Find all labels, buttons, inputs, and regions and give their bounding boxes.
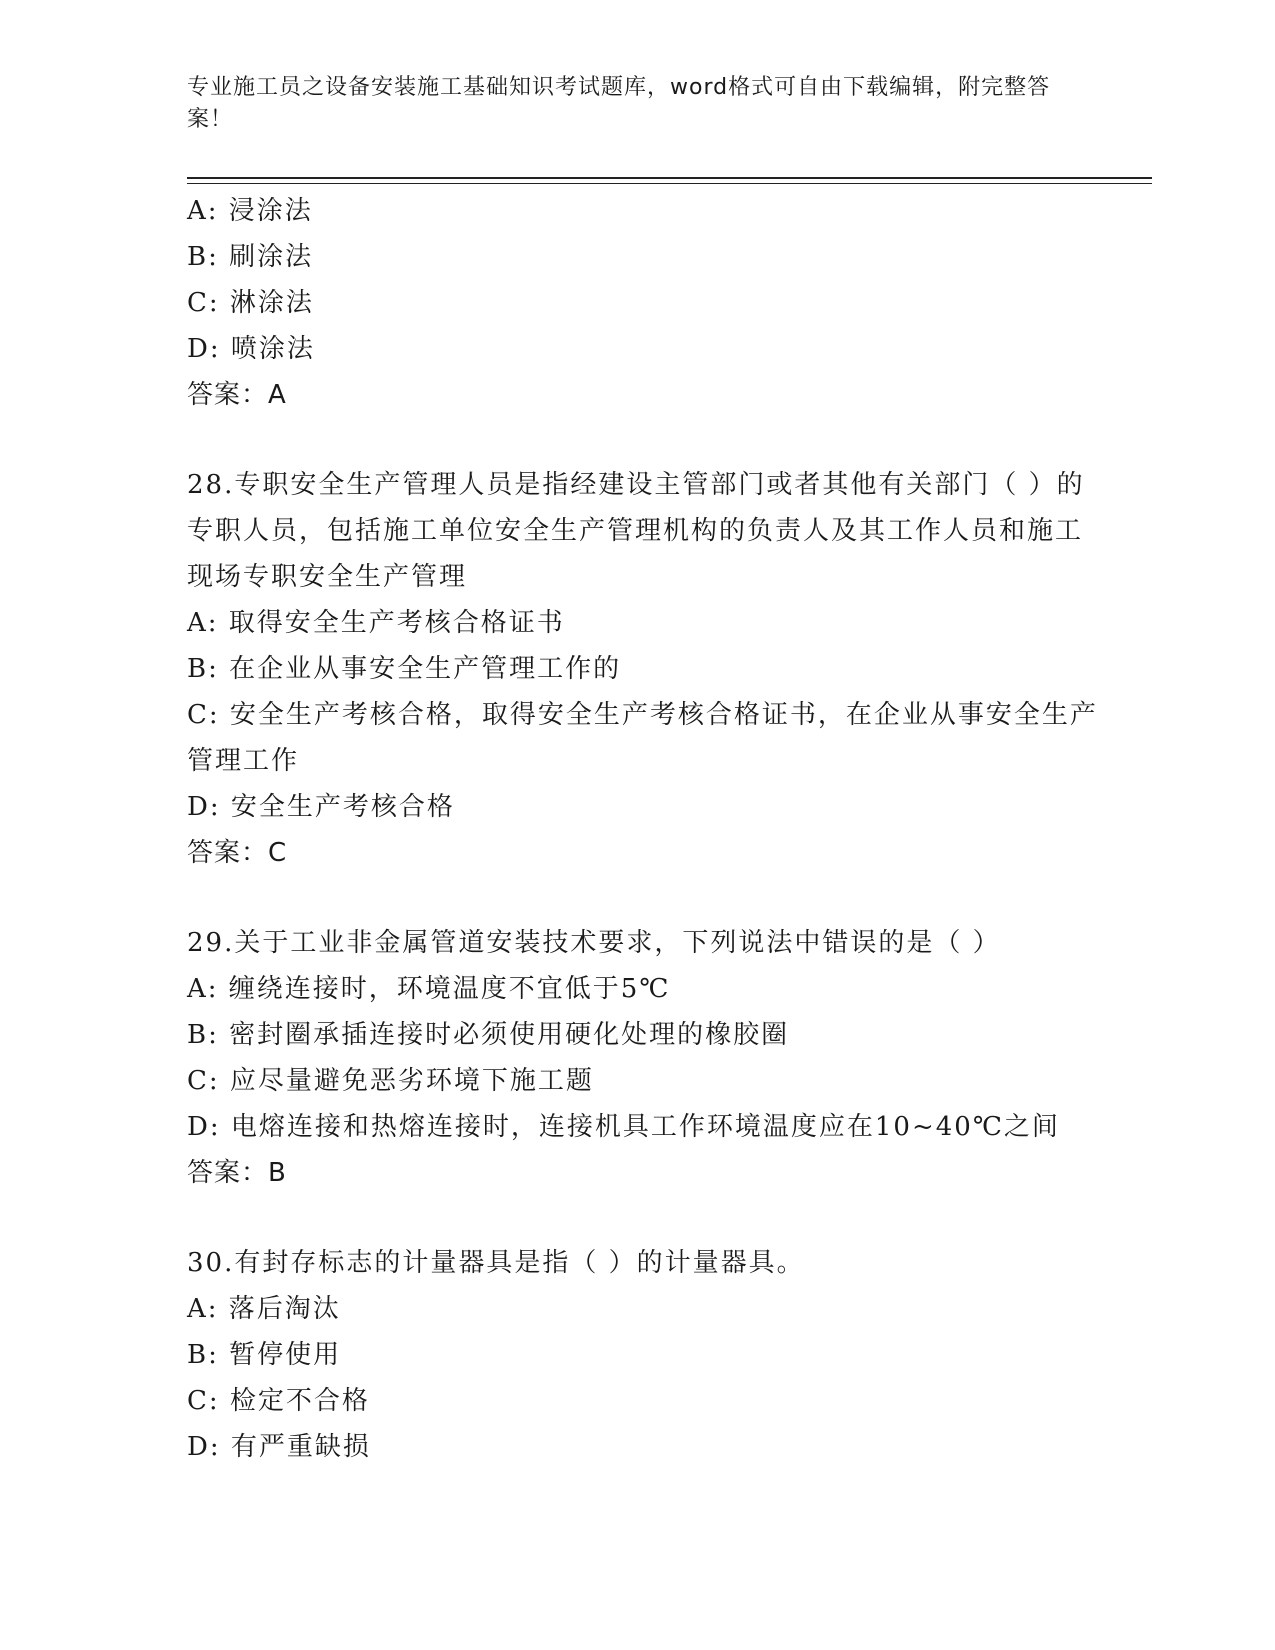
document-header: 专业施工员之设备安装施工基础知识考试题库，word格式可自由下载编辑，附完整答案！ — [187, 75, 1051, 132]
option-d: D: 安全生产考核合格 — [187, 792, 455, 822]
header-divider-thin — [187, 183, 1152, 184]
option-d: D: 有严重缺损 — [187, 1432, 371, 1462]
option-d: D: 电熔连接和热熔连接时，连接机具工作环境温度应在10~40℃之间 — [187, 1112, 1060, 1142]
question-30 — [187, 1240, 1107, 1470]
document-body — [187, 188, 1107, 1470]
option-b: B: 在企业从事安全生产管理工作的 — [187, 654, 622, 684]
question-29 — [187, 920, 1107, 1196]
header-divider-thick — [187, 177, 1152, 179]
option-b: B: 密封圈承插连接时必须使用硬化处理的橡胶圈 — [187, 1020, 790, 1050]
question-text: 28.专职安全生产管理人员是指经建设主管部门或者其他有关部门（ ）的专职人员，包括施工单位安全生产管理机构的负责人及其工作人员和施工现场专职安全生产管理 — [187, 470, 1085, 592]
question-text: 30.有封存标志的计量器具是指（ ）的计量器具。 — [187, 1248, 805, 1278]
option-c: C: 应尽量避免恶劣环境下施工题 — [187, 1066, 594, 1096]
prev-question-options — [187, 188, 1107, 418]
option-d: D: 喷涂法 — [187, 334, 315, 364]
option-b: B: 刷涂法 — [187, 242, 314, 272]
option-c: C: 安全生产考核合格，取得安全生产考核合格证书，在企业从事安全生产管理工作 — [187, 700, 1098, 776]
answer-line: 答案：C — [187, 838, 288, 868]
option-a: A: 取得安全生产考核合格证书 — [187, 608, 565, 638]
option-a: A: 落后淘汰 — [187, 1294, 341, 1324]
question-text: 29.关于工业非金属管道安装技术要求，下列说法中错误的是（ ） — [187, 928, 1001, 958]
answer-line: 答案：B — [187, 1158, 287, 1188]
option-a: A: 浸涂法 — [187, 196, 313, 226]
question-28 — [187, 462, 1107, 876]
option-b: B: 暂停使用 — [187, 1340, 342, 1370]
option-c: C: 检定不合格 — [187, 1386, 370, 1416]
answer-line: 答案：A — [187, 380, 287, 410]
option-a: A: 缠绕连接时，环境温度不宜低于5℃ — [187, 974, 671, 1004]
option-c: C: 淋涂法 — [187, 288, 314, 318]
